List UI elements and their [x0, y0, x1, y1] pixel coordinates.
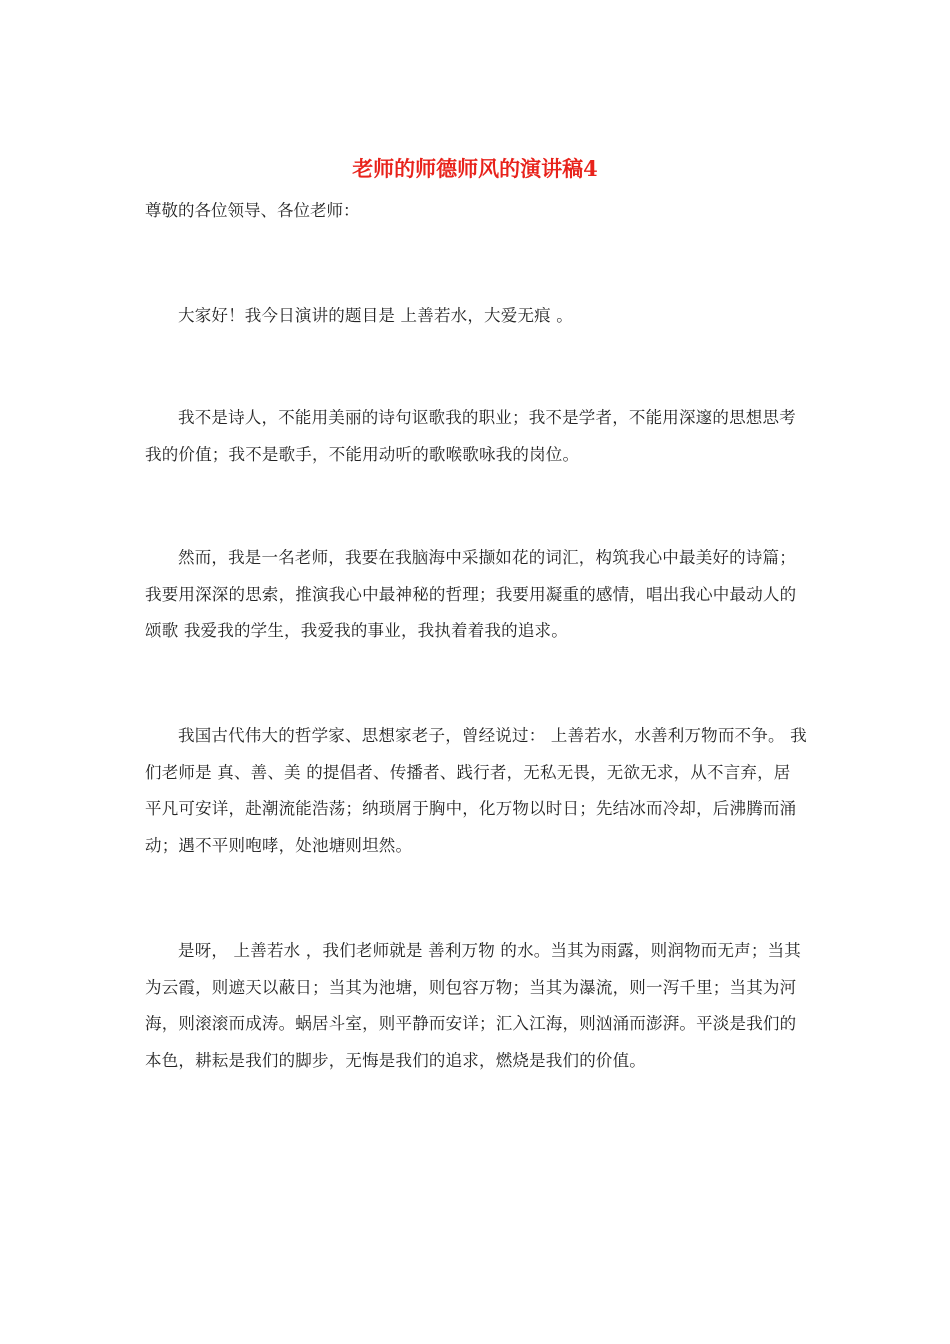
paragraph-4: 我国古代伟大的哲学家、思想家老子，曾经说过： 上善若水，水善利万物而不争。 我们老师是 真、善、美 的提倡者、传播者、践行者，无私无畏，无欲无求，从不言弃，居平凡可安详，赴潮流能浩荡；纳琐屑于胸中，化万物以时日；先结冰而冷却，后沸腾而涌动；遇不平则咆哮，处池塘则坦然。: [145, 726, 807, 855]
salutation: 尊敬的各位领导、各位老师：: [145, 201, 360, 220]
document-title: 老师的师德师风的演讲稿4: [352, 156, 598, 181]
paragraph-3: 然而，我是一名老师，我要在我脑海中采撷如花的词汇，构筑我心中最美好的诗篇；我要用深深的思索，推演我心中最神秘的哲理；我要用凝重的感情，唱出我心中最动人的颂歌 我爱我的学生，我爱我的事业，我执着着我的追求。: [145, 548, 797, 640]
paragraph-5: 是呀， 上善若水 ，我们老师就是 善利万物 的水。当其为雨露，则润物而无声；当其为云霞，则遮天以蔽日；当其为池塘，则包容万物；当其为瀑流，则一泻千里；当其为河海，则滚滚而成涛。蜗居斗室，则平静而安详；汇入江海，则汹涌而澎湃。平淡是我们的本色，耕耘是我们的脚步，无悔是我们的追求，燃烧是我们的价值。: [145, 941, 801, 1070]
paragraph-1: 大家好！我今日演讲的题目是 上善若水，大爱无痕 。: [178, 306, 573, 325]
paragraph-2: 我不是诗人，不能用美丽的诗句讴歌我的职业；我不是学者，不能用深邃的思想思考我的价值；我不是歌手，不能用动听的歌喉歌咏我的岗位。: [145, 408, 796, 464]
